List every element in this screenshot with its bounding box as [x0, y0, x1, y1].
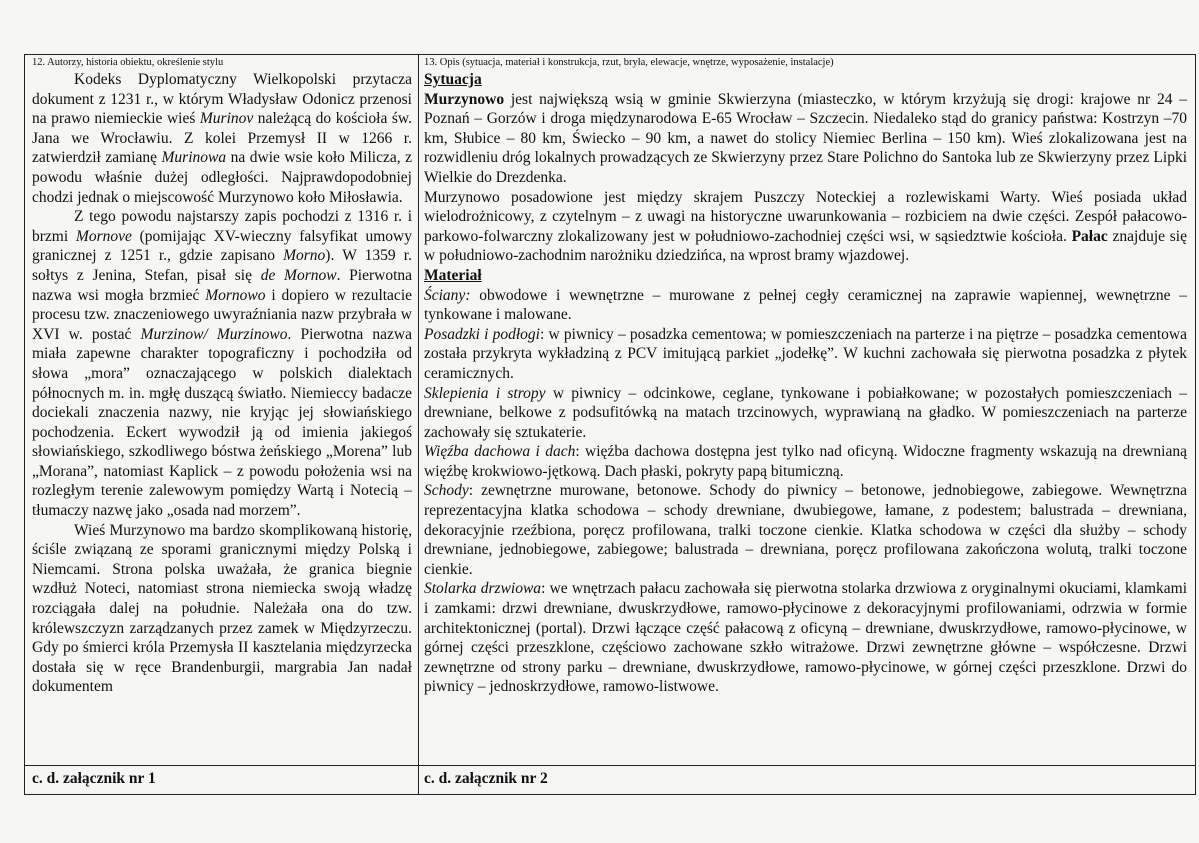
description-column — [419, 55, 1195, 794]
history-paragraph: Wieś Murzynowo ma bardzo skomplikowaną historię, ściśle związaną ze sporami granicznymi między Polską i Niemcami. Strona polska uważała, że granica biegnie wzdłuż Noteci, natomiast strona niemiecka swoją władzę rozciągała dalej na południe. Należała ona do tzw. królewszczyzn zarządzanych przez zamek w Międzyrzeczu. Gdy po śmierci króla Przemysła II kasztelania międzyrzecka dostała się w ręce Brandenburgii, margrabia Jan nadał dokumentem — [32, 521, 412, 696]
material-item: Ściany: obwodowe i wewnętrzne – murowane z pełnej cegły ceramicznej na zaprawie wapiennej, wewnętrzne – tynkowane i malowane. — [424, 286, 1187, 324]
history-paragraph: Z tego powodu najstarszy zapis pochodzi z 1316 r. i brzmi Mornove (pomijając XV-wieczny falsyfikat umowy granicznej z 1251 r., gdzie zapisano Morno). W 1359 r. sołtys z Jenina, Stefan, pisał się de Mornow. Pierwotna nazwa wsi mogła brzmieć Mornowo i dopiero w rezultacie procesu tzw. znaczeniowego uwyraźniania nazw przybrała w XVI w. postać Murzinow/ Murzinowo. Pierwotna nazwa miała zapewne charakter topograficzny i pochodziła od słowa „mora” oznaczającego w polskich dialektach północnych m. in. mgłę duszącą światło. Niemieccy badacze dociekali znaczenia nazwy, nie kryjąc jej słowiańskiego pochodzenia. Eckert wywodził ją od imienia jakiegoś słowiańskiego, szkodliwego bóstwa żeńskiego „Morena” lub „Morana”, natomiast Kaplick – z powodu położenia wsi na rozległym terenie zalewowym pomiędzy Wartą i Notecią – tłumaczy nazwę jako „osada nad morzem”. — [32, 208, 412, 520]
section-heading-material: Materiał — [424, 266, 482, 284]
description-header: 13. Opis (sytuacja, materiał i konstrukcja, rzut, bryła, elewacje, wnętrze, wyposażenie, instalacje) — [424, 57, 834, 68]
description-text — [424, 70, 1187, 697]
description-paragraph: Murzynowo jest największą wsią w gminie Skwierzyna (miasteczko, w którym krzyżują się drogi: krajowe nr 24 – Poznań – Gorzów i droga międzynarodowa E-65 Wrocław – Szczecin. Niedaleko stąd do granicy państwa: Kostrzyn –70 km, Słubice – 80 km, Świecko – 90 km, a nawet do stolicy Niemiec Berlina – 150 km). Wieś zlokalizowana jest na rozwidleniu dróg lokalnych prowadzących ze Skwierzyny przez Stare Polichno do Santoka lub ze Skwierzyny przez Lipki Wielkie do Drezdenka. — [424, 90, 1187, 186]
history-paragraph: Kodeks Dyplomatyczny Wielkopolski przytacza dokument z 1231 r., w którym Władysław Odonicz przenosi na prawo niemieckie wieś Murinov należącą do kościoła św. Jana we Wrocławiu. Z kolei Przemysł II w 1266 r. zatwierdził zamianę Murinowa na dwie wsie koło Milicza, z powodu właśnie dużej odległości. Najprawdopodobniej chodzi jednak o miejscowość Murzynowo koło Miłosławia. — [32, 71, 413, 206]
appendix-2-note: c. d. załącznik nr 2 — [419, 765, 1195, 794]
document-sheet — [24, 54, 1196, 795]
section-heading-sytuacja: Sytuacja — [424, 71, 482, 88]
material-item: Posadzki i podłogi: w piwnicy – posadzka cementowa; w pomieszczeniach na parterze i na piętrze – posadzka cementowa została przykryta wykładziną z PCV imitującą parkiet „jodełkę”. W kuchni zachowała się pierwotna posadzka z płytek ceramicznych. — [424, 325, 1187, 382]
material-item: Więźba dachowa i dach: więźba dachowa dostępna jest tylko nad oficyną. Widoczne fragmenty wskazują na drewnianą więźbę krokwiowo-jętkową. Dach płaski, pokryty papą bitumiczną. — [424, 443, 1187, 480]
history-column — [25, 55, 419, 794]
history-text — [32, 70, 412, 697]
history-header: 12. Autorzy, historia obiektu, określenie stylu — [32, 57, 224, 68]
material-item: Stolarka drzwiowa: we wnętrzach pałacu zachowała się pierwotna stolarka drzwiowa z oryginalnymi okuciami, klamkami i zamkami: drzwi drewniane, dwuskrzydłowe, ramowo-płycinowe z dekoracyjnymi profilowaniami, odrzwia w formie architektonicznej (portal). Drzwi łączące część pałacową z oficyną – drewniane, dwuskrzydłowe, ramowo-płycinowe, w górnej części przeszklone, częściowo zachowane szkło witrażowe. Drzwi zewnętrzne główne – współczesne. Drzwi zewnętrzne od strony parku – drewniane, dwuskrzydłowe, ramowo-płycinowe, w górnej części przeszklone. Drzwi do piwnicy – jednoskrzydłowe, ramowo-listwowe. — [424, 580, 1188, 696]
appendix-1-note: c. d. załącznik nr 1 — [25, 765, 418, 794]
description-paragraph: Murzynowo posadowione jest między skrajem Puszczy Noteckiej a rozlewiskami Warty. Wieś posiada układ wielodrożnicowy, z czytelnym – z uwagi na historyczne uwarunkowania – rozbiciem na dwie części. Zespół pałacowo-parkowo-folwarczny zlokalizowany jest w południowo-zachodniej części wsi, w sąsiedztwie kościoła. Pałac znajduje się w południowo-zachodnim narożniku dziedzińca, na wprost bramy wjazdowej. — [424, 188, 1187, 265]
material-item: Sklepienia i stropy w piwnicy – odcinkowe, ceglane, tynkowane i pobiałkowane; w pozostałych pomieszczeniach – drewniane, belkowe z podsufitówką na matach trzcinowych, wyprawianą na gładko. W pomieszczeniach na parterze zachowały się sztukaterie. — [424, 384, 1187, 441]
material-item: Schody: zewnętrzne murowane, betonowe. Schody do piwnicy – betonowe, jednobiegowe, zabiegowe. Wewnętrzna reprezentacyjna klatka schodowa – schody drewniane, dwubiegowe, łamane, z podestem; balustrada – drewniana, dekoracyjnie rzeźbiona, poręcz profilowana, tralki toczone cienkie. Klatka schodowa w części dla służby – schody drewniane, jednobiegowe, zabiegowe; balustrada – drewniana, poręcz profilowana zakończona wolutą, tralki toczone cienkie. — [424, 482, 1187, 578]
